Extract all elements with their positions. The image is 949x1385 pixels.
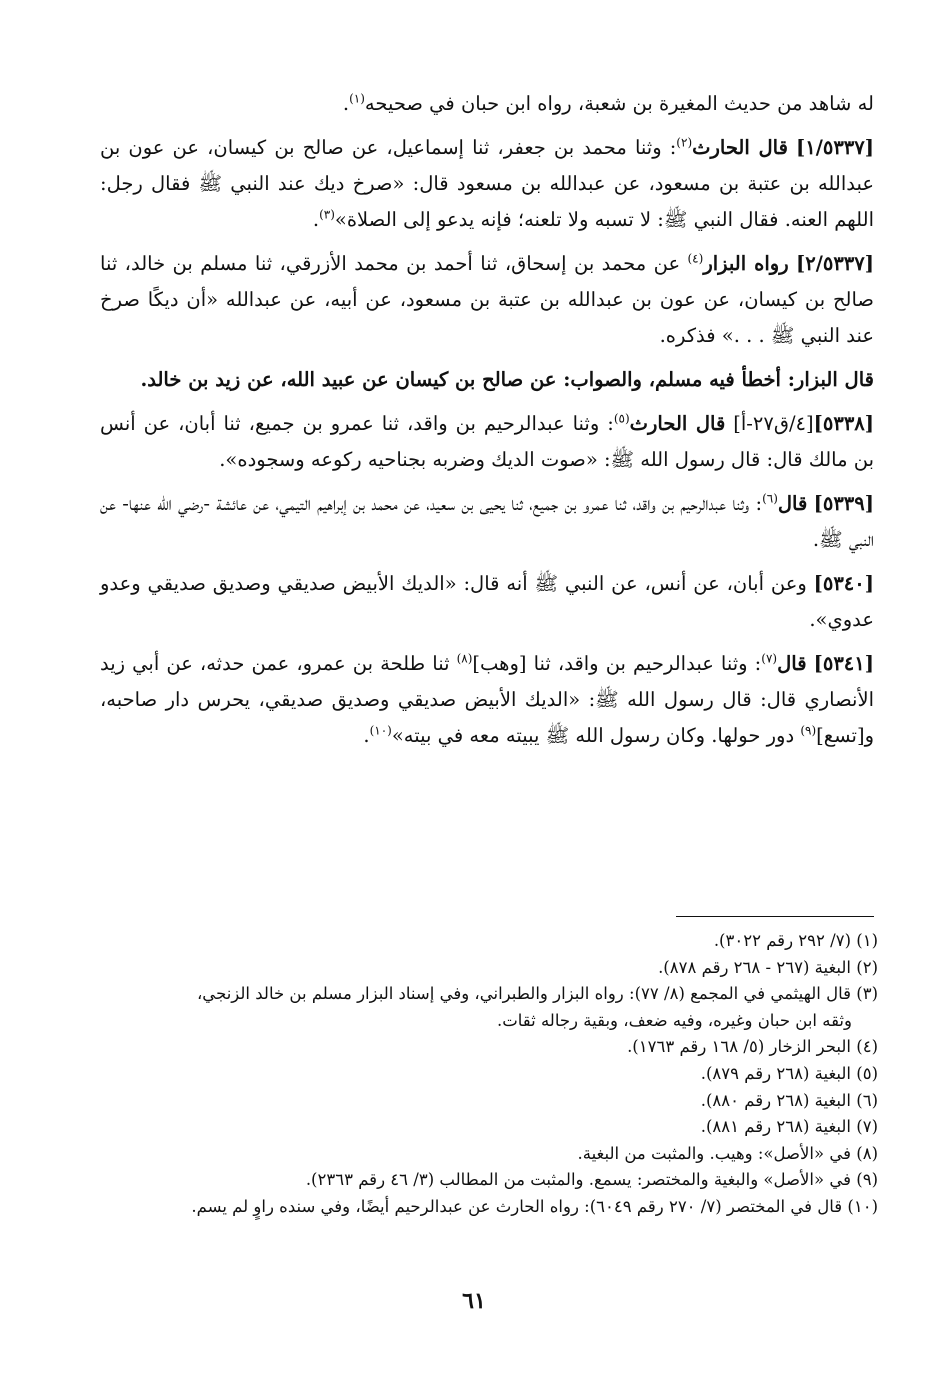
hadith-5341 <box>100 646 874 754</box>
footnote-ref: (١٠) <box>369 723 392 738</box>
footnote-1: (١) (٧/ ٢٩٢ رقم ٣٠٢٢). <box>713 931 878 950</box>
paragraph-text: له شاهد من حديث المغيرة بن شعبة، رواه ابن حبان في صحيحه <box>364 92 874 115</box>
hadith-number: [١/٥٣٣٧] <box>796 136 874 159</box>
footnote-3-continued: وثقه ابن حبان وغيره، وفيه ضعف، وبقية رجاله ثقات. <box>496 1010 852 1030</box>
hadith-5337-2 <box>100 246 874 354</box>
paragraph-text: : وثنا عبدالرحيم بن واقد، ثنا [وهب] <box>472 652 762 675</box>
footnote-ref: (٧) <box>761 651 778 666</box>
footnote-ref: (٣) <box>319 207 335 222</box>
footnote-7: (٧) البغية (٢٦٨ رقم ٨٨١). <box>700 1117 878 1137</box>
footnote-5: (٥) البغية (٢٦٨ رقم ٨٧٩). <box>700 1063 878 1083</box>
footnote-ref: (٤) <box>687 251 704 266</box>
main-text <box>100 86 874 762</box>
paragraph-text: ثنا طلحة بن عمرو، عمن حدثه، عن أبي زيد الأنصاري قال: قال رسول الله ﷺ: «الديك الأبيض صديقي وصديق صديقي، يحرس دار صاحبه، و[تسع] <box>100 652 874 747</box>
footnotes <box>100 928 878 1221</box>
footnote-ref: (٩) <box>800 723 817 738</box>
hadith-number: [٥٣٤٠] <box>813 572 874 595</box>
footnote-9: (٩) في «الأصل» والبغية والمختصر: يسمع. والمثبت من المطالب (٣/ ٤٦ رقم ٢٣٦٣). <box>305 1170 878 1190</box>
hadith-5338 <box>100 406 874 478</box>
footnote-ref: (١) <box>349 91 365 106</box>
narrator-lead: رواه البزار <box>703 252 789 275</box>
footnote-6: (٦) البغية (٢٦٨ رقم ٨٨٠). <box>700 1090 878 1110</box>
footnote-ref: (٥) <box>613 411 630 426</box>
paragraph-text: : وثنا عبدالرحيم بن واقد، ثنا عمرو بن جميع، ثنا يحيى بن سعيد، عن محمد بن إبراهيم التيمي، عن عائشة -رضي الله عنها- عن النبي ﷺ. <box>100 492 874 551</box>
narrator-lead: قال <box>777 652 807 675</box>
hadith-5337-1 <box>100 130 874 238</box>
paragraph-intro <box>100 86 874 122</box>
footnote-ref: (٨) <box>456 651 473 666</box>
footnote-ref: (٢) <box>676 135 693 150</box>
narrator-lead: قال <box>777 492 808 515</box>
hadith-number: [٥٣٣٩] <box>813 492 874 515</box>
footnote-ref: (٦) <box>762 491 778 506</box>
paragraph-end: . <box>312 208 320 231</box>
paragraph-end: . <box>342 92 350 115</box>
hadith-number: [٥٣٤١] <box>813 652 874 675</box>
narrator-lead: قال الحارث <box>629 412 726 435</box>
hadith-number: [٢/٥٣٣٧] <box>796 252 874 275</box>
paragraph-text: دور حولها. وكان رسول الله ﷺ يبيته معه في بيته» <box>391 724 801 747</box>
paragraph-text: : وثنا محمد بن جعفر، ثنا إسماعيل، عن صالح بن كيسان، عن عون بن عبدالله بن عتبة بن مسعود، عن عبدالله بن مسعود قال: «صرخ ديك عند النبي ﷺ فقال رجل: اللهم العنه. فقال النبي ﷺ: لا تسبه ولا تلعنه؛ فإنه يدعو إلى الصلاة» <box>100 136 874 231</box>
footnote-4: (٤) البحر الزخار (٥/ ١٦٨ رقم ١٧٦٣). <box>627 1037 878 1057</box>
hadith-5339 <box>100 486 874 558</box>
footnote-2: (٢) البغية (٢٦٧ - ٢٦٨ رقم ٨٧٨). <box>658 957 878 977</box>
hadith-5340 <box>100 566 874 638</box>
narrator-lead: قال الحارث <box>692 136 788 159</box>
footnote-8: (٨) في «الأصل»: وهيب. والمثبت من البغية. <box>577 1143 878 1163</box>
footnote-10: (١٠) قال في المختصر (٧/ ٢٧٠ رقم ٦٠٤٩): رواه الحارث عن عبدالرحيم أيضًا، وفي سنده راوٍ لم يسم. <box>191 1196 878 1216</box>
paragraph-end: . <box>363 724 370 747</box>
footnote-3: (٣) قال الهيثمي في المجمع (٨/ ٧٧): رواه البزار والطبراني، وفي إسناد البزار مسلم بن خالد الزنجي، <box>196 984 878 1004</box>
bazzar-comment: قال البزار: أخطأ فيه مسلم، والصواب: عن صالح بن كيسان عن عبيد الله، عن زيد بن خالد. <box>140 368 874 391</box>
paragraph-text: وعن أبان، عن أنس، عن النبي ﷺ أنه قال: «الديك الأبيض صديقي وصديق صديقي وعدو عدوي». <box>100 572 874 631</box>
manuscript-ref: [٤/ق٢٧-أ] <box>733 412 814 435</box>
hadith-number: [٥٣٣٨] <box>813 412 875 435</box>
page-number: ٦١ <box>462 1288 486 1314</box>
paragraph-text: عن محمد بن إسحاق، ثنا أحمد بن محمد الأزرقي، ثنا مسلم بن خالد، ثنا صالح بن كيسان، عن عون بن عبدالله بن عتبة بن مسعود، عن أبيه، عن عبدالله «أن ديكًا صرخ عند النبي ﷺ . . .» فذكره. <box>100 252 874 347</box>
footnote-divider <box>676 916 874 917</box>
paragraph-text: : وثنا عبدالرحيم بن واقد، ثنا عمرو بن جميع، ثنا أبان، عن أنس بن مالك قال: قال رسول الله ﷺ: «صوت الديك وضربه بجناحيه ركوعه وسجوده». <box>100 412 874 471</box>
